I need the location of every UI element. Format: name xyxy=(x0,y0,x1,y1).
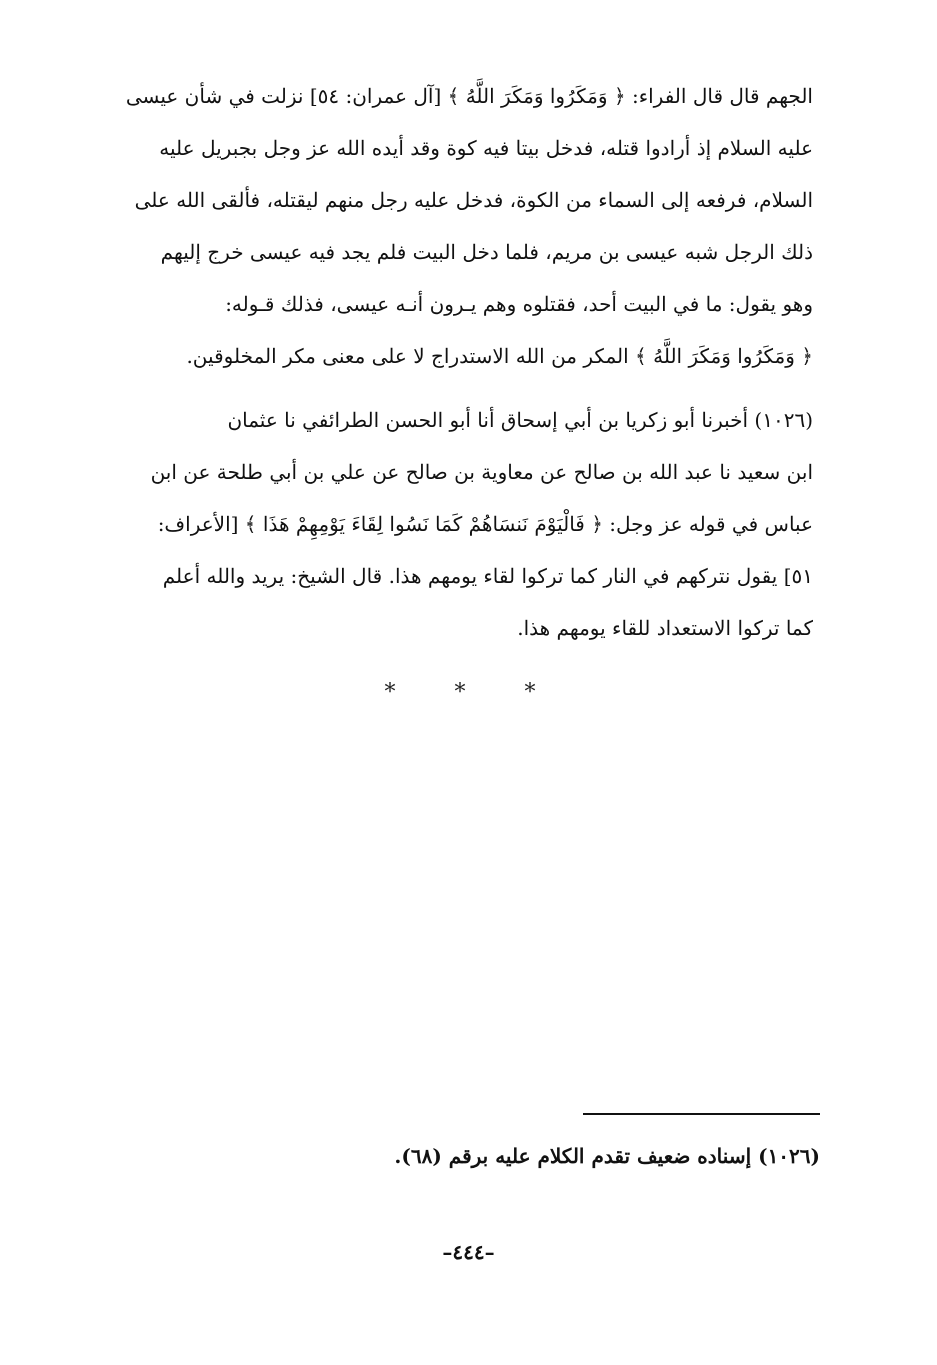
footnote-divider xyxy=(583,1113,820,1115)
footnote: (١٠٢٦) إسناده ضعيف تقدم الكلام عليه برقم (٦٨). xyxy=(394,1144,820,1168)
section-separator xyxy=(380,680,540,705)
text-line: (١٠٢٦) أخبرنا أبو زكريا بن أبي إسحاق أنا أبو الحسن الطرائفي نا عثمان xyxy=(227,408,813,432)
text-line: ابن سعيد نا عبد الله بن صالح عن معاوية بن صالح عن علي بن أبي طلحة عن ابن xyxy=(150,460,813,484)
asterisk-icon: * xyxy=(524,680,536,705)
text-line: ﴿ وَمَكَرُوا وَمَكَرَ اللَّهُ ﴾ المكر من الله الاستدراج لا على معنى مكر المخلوقين. xyxy=(186,344,813,368)
page-number: –٤٤٤– xyxy=(442,1240,495,1264)
main-text xyxy=(100,70,813,654)
text-line: عباس في قوله عز وجل: ﴿ فَالْيَوْمَ نَنسَاهُمْ كَمَا نَسُوا لِقَاءَ يَوْمِهِمْ هَذَا ﴾ [الأعراف: xyxy=(157,512,813,536)
text-line: وهو يقول: ما في البيت أحد، فقتلوه وهم يـرون أنـه عيسى، فذلك قـوله: xyxy=(225,292,813,316)
text-line: عليه السلام إذ أرادوا قتله، فدخل بيتا فيه كوة وقد أيده الله عز وجل بجبريل عليه xyxy=(159,136,813,160)
text-line: ذلك الرجل شبه عيسى بن مريم، فلما دخل البيت فلم يجد فيه عيسى خرج إليهم xyxy=(160,240,813,264)
paragraph-2 xyxy=(100,394,813,654)
text-line: كما تركوا الاستعداد للقاء يومهم هذا. xyxy=(517,616,813,640)
text-line: الجهم قال قال الفراء: ﴿ وَمَكَرُوا وَمَكَرَ اللَّهُ ﴾ [آل عمران: ٥٤] نزلت في شأن عيسى xyxy=(125,84,813,108)
text-line: السلام، فرفعه إلى السماء من الكوة، فدخل عليه رجل منهم ليقتله، فألقى الله على xyxy=(134,188,813,212)
text-line: ٥١] يقول نتركهم في النار كما تركوا لقاء يومهم هذا. قال الشيخ: يريد والله أعلم xyxy=(162,564,813,588)
paragraph-1 xyxy=(100,70,813,382)
asterisk-icon: * xyxy=(384,680,396,705)
asterisk-icon: * xyxy=(454,680,466,705)
